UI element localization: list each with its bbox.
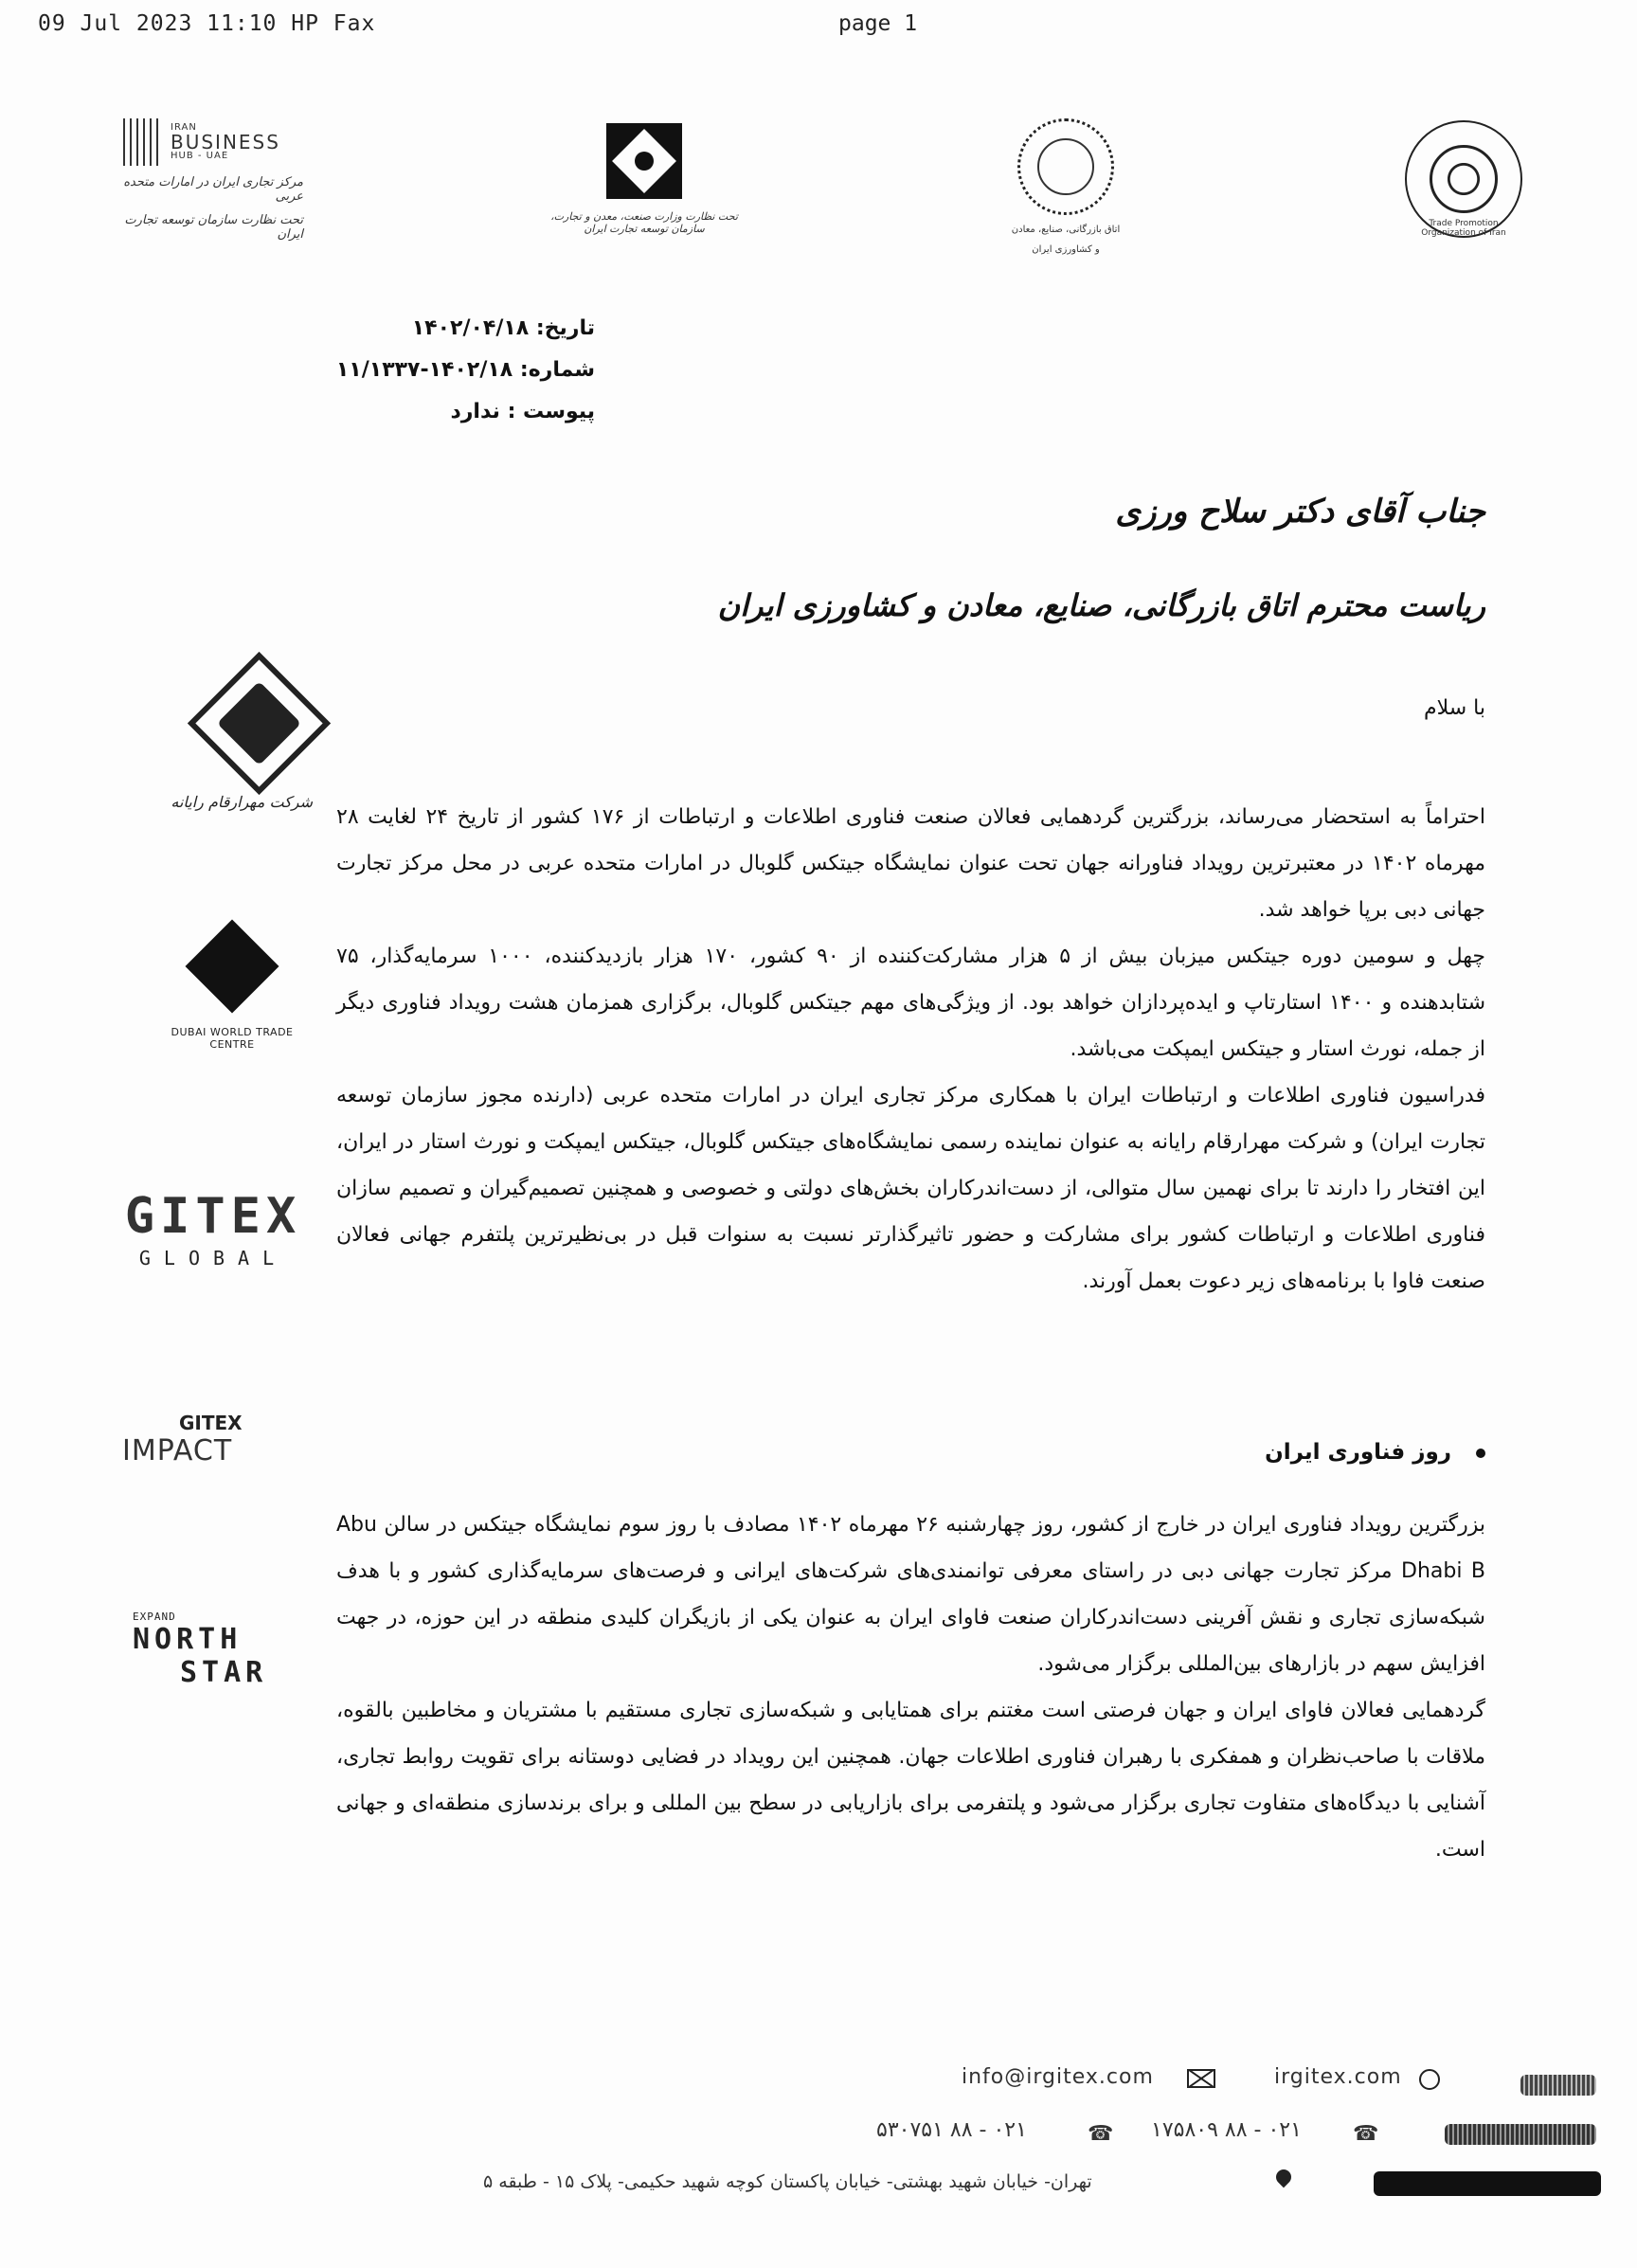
letter-body-top [336,794,1485,1305]
redacted-mark-2 [1445,2124,1596,2145]
fax-timestamp: 09 Jul 2023 11:10 HP Fax [38,11,376,36]
iran-business-hub-logo [123,118,313,242]
addressee-name: جناب آقای دکتر سلاح ورزی [1115,493,1485,531]
gitex-global-logo [118,1188,308,1269]
dwtc-diamond-icon [186,920,279,1014]
phone-icon: ☎ [1353,2122,1379,2146]
letter-number: شماره: ۱۴۰۲/۱۸-۱۱/۱۳۳۷ [335,358,595,382]
tpo-logo [1402,120,1525,238]
north-star-logo [133,1611,284,1689]
ministry-logo [540,123,748,235]
bullet-heading: روز فناوری ایران [1265,1440,1451,1465]
tpo-ring-text: Trade Promotion Organization of Iran [1421,219,1506,238]
gitex-impact-logo [118,1412,308,1467]
footer-website[interactable]: irgitex.com [1274,2065,1402,2089]
mehr-caption: شرکت مهرارقام رایانه [171,793,313,811]
dwtc-logo [152,933,313,1051]
hub-bars-icon [123,118,161,166]
chamber-seal-icon [1017,118,1114,215]
chamber-logo [980,118,1151,255]
fax-header [0,6,1637,44]
hub-script-line2: تحت نظارت سازمان توسعه تجارت ایران [124,213,303,242]
chamber-caption-1: اتاق بازرگانی، صنایع، معادن [1011,225,1121,235]
paragraph-1: احتراماً به استحضار می‌رساند، بزرگترین گردهمایی فعالان صنعت فناوری اطلاعات و ارتباطات از ۱۷۶ کشور از تاریخ ۲۴ لغایت ۲۸ مهرماه ۱۴۰۲ در معتبرترین رویداد فناورانه جهان تحت عنوان نمایشگاه جیتکس گلوبال در امارات متحده عربی در محل مرکز تجارت جهانی دبی برپا خواهد شد. [336,805,1486,922]
ministry-emblem-icon [606,123,682,199]
paragraph-4: بزرگترین رویداد فناوری ایران در خارج از کشور، روز چهارشنبه ۲۶ مهرماه ۱۴۰۲ مصادف با روز سوم نمایشگاه جیتکس در سالن Abu Dhabi B مرکز تجارت جهانی دبی در راستای معرفی توانمندی‌های شرکت‌های ایرانی و فرصت‌های سرمایه‌گذاری کشور و با هدف شبکه‌سازی تجاری و نقش آفرینی دست‌اندرکاران صنعت فاوای ایران به عنوان یکی از بازیگران کلیدی منطقه در این حوزه، در جهت افزایش سهم در بازارهای بین‌المللی برگزار می‌شود. [336,1513,1486,1676]
letter-body-bottom [336,1502,1485,1873]
hub-brand-line1: IRAN [171,122,197,133]
tpo-seal-icon [1405,120,1522,238]
fax-page-number: page 1 [838,11,918,36]
hub-script-line1: مرکز تجاری ایران در امارات متحده عربی [123,175,303,204]
footer-fax: ۰۲۱ - ۸۸ ۵۳۰۷۵۱ [876,2118,1027,2142]
redacted-mark-1 [1520,2075,1596,2096]
hub-brand-line3: HUB - UAE [171,151,229,161]
north-expand-text: EXPAND [133,1611,176,1623]
gitex-global-wordmark: GLOBAL [138,1247,288,1269]
mail-icon [1187,2069,1215,2088]
letter-footer [0,2056,1637,2245]
letter-attachment: پیوست : ندارد [450,400,595,423]
hub-brand-line2: BUSINESS [171,131,280,153]
star-text: STAR [180,1656,268,1689]
north-text: NORTH [133,1623,243,1656]
paragraph-2: چهل و سومین دوره جیتکس میزبان بیش از ۵ هزار مشارکت‌کننده از ۹۰ کشور، ۱۷۰ هزار بازدیدکننده، ۱۰۰۰ سرمایه‌گذار، ۷۵ شتابدهنده و ۱۴۰۰ استارتاپ و ایده‌پردازان خواهد بود. از ویژگی‌های مهم جیتکس گلوبال، برگزاری همزمان هشت رویداد فناوری دیگر از جمله، نورث استار و جیتکس ایمپکت می‌باشد. [336,945,1486,1061]
paragraph-3: فدراسیون فناوری اطلاعات و ارتباطات ایران با همکاری مرکز تجاری ایران در امارات متحده عربی (دارنده مجوز سازمان توسعه تجارت ایران) و شرکت مهرارقام رایانه به عنوان نماینده رسمی نمایشگاه‌های جیتکس گلوبال، جیتکس ایمپکت و نورث استار در ایران، این افتخار را دارند تا برای نهمین سال متوالی، از دست‌اندرکاران بخش‌های دولتی و خصوصی و همچنین تصمیم‌گیران و تصمیم سازان فناوری اطلاعات و ارتباطات کشور برای مشارکت و حضور تاثیرگذارتر نسبت به سنوات قبل در بی‌نظیرترین پلتفرم جهانی فعالان صنعت فاوا با برنامه‌های زیر دعوت بعمل آورند. [336,1084,1485,1293]
gitex-wordmark: GITEX [124,1188,302,1245]
globe-icon [1419,2069,1440,2090]
greeting: با سلام [1423,696,1485,720]
dwtc-caption: DUBAI WORLD TRADE CENTRE [171,1026,294,1051]
impact-gitex-text: GITEX [179,1412,243,1434]
impact-text: IMPACT [122,1434,233,1467]
fax-phone-icon: ☎ [1088,2122,1114,2146]
chamber-caption-2: و کشاورزی ایران [1032,244,1100,255]
location-pin-icon [1273,2167,1295,2188]
letter-meta [282,308,595,433]
paragraph-5: گردهمایی فعالان فاوای ایران و جهان فرصتی است مغتنم برای همتایابی و شبکه‌سازی تجاری مستقیم با مشتریان و مخاطبین بالقوه، ملاقات با صاحب‌نظران و همفکری با رهبران فناوری اطلاعات جهان. همچنین این رویداد در فضایی دوستانه برای تقویت روابط تجاری، آشنایی با دیدگاه‌های متفاوت تجاری برگزار می‌شود و پلتفرمی برای بازاریابی در سطح بین المللی و برای برندسازی منطقه‌ای و جهانی است. [336,1699,1485,1862]
bullet-dot-icon [1476,1449,1485,1458]
section-bullet [1265,1440,1485,1465]
mehr-arghām-logo [123,673,313,811]
addressee-title: ریاست محترم اتاق بازرگانی، صنایع، معادن و کشاورزی ایران [717,587,1485,623]
letter-date: تاریخ: ۱۴۰۲/۰۴/۱۸ [411,316,595,340]
footer-phone: ۰۲۱ - ۸۸ ۱۷۵۸۰۹ [1151,2118,1302,2142]
footer-email[interactable]: info@irgitex.com [962,2065,1154,2089]
hub-brand-text [171,123,280,161]
footer-address: تهران- خیابان شهید بهشتی- خیابان پاکستان کوچه شهید حکیمی- پلاک ۱۵ - طبقه ۵ [483,2171,1092,2192]
ministry-caption: تحت نظارت وزارت صنعت، معدن و تجارت، سازمان توسعه تجارت ایران [550,210,738,235]
mehr-logo-icon [188,652,331,795]
redacted-mark-3 [1374,2171,1601,2196]
logo-row [0,118,1637,270]
